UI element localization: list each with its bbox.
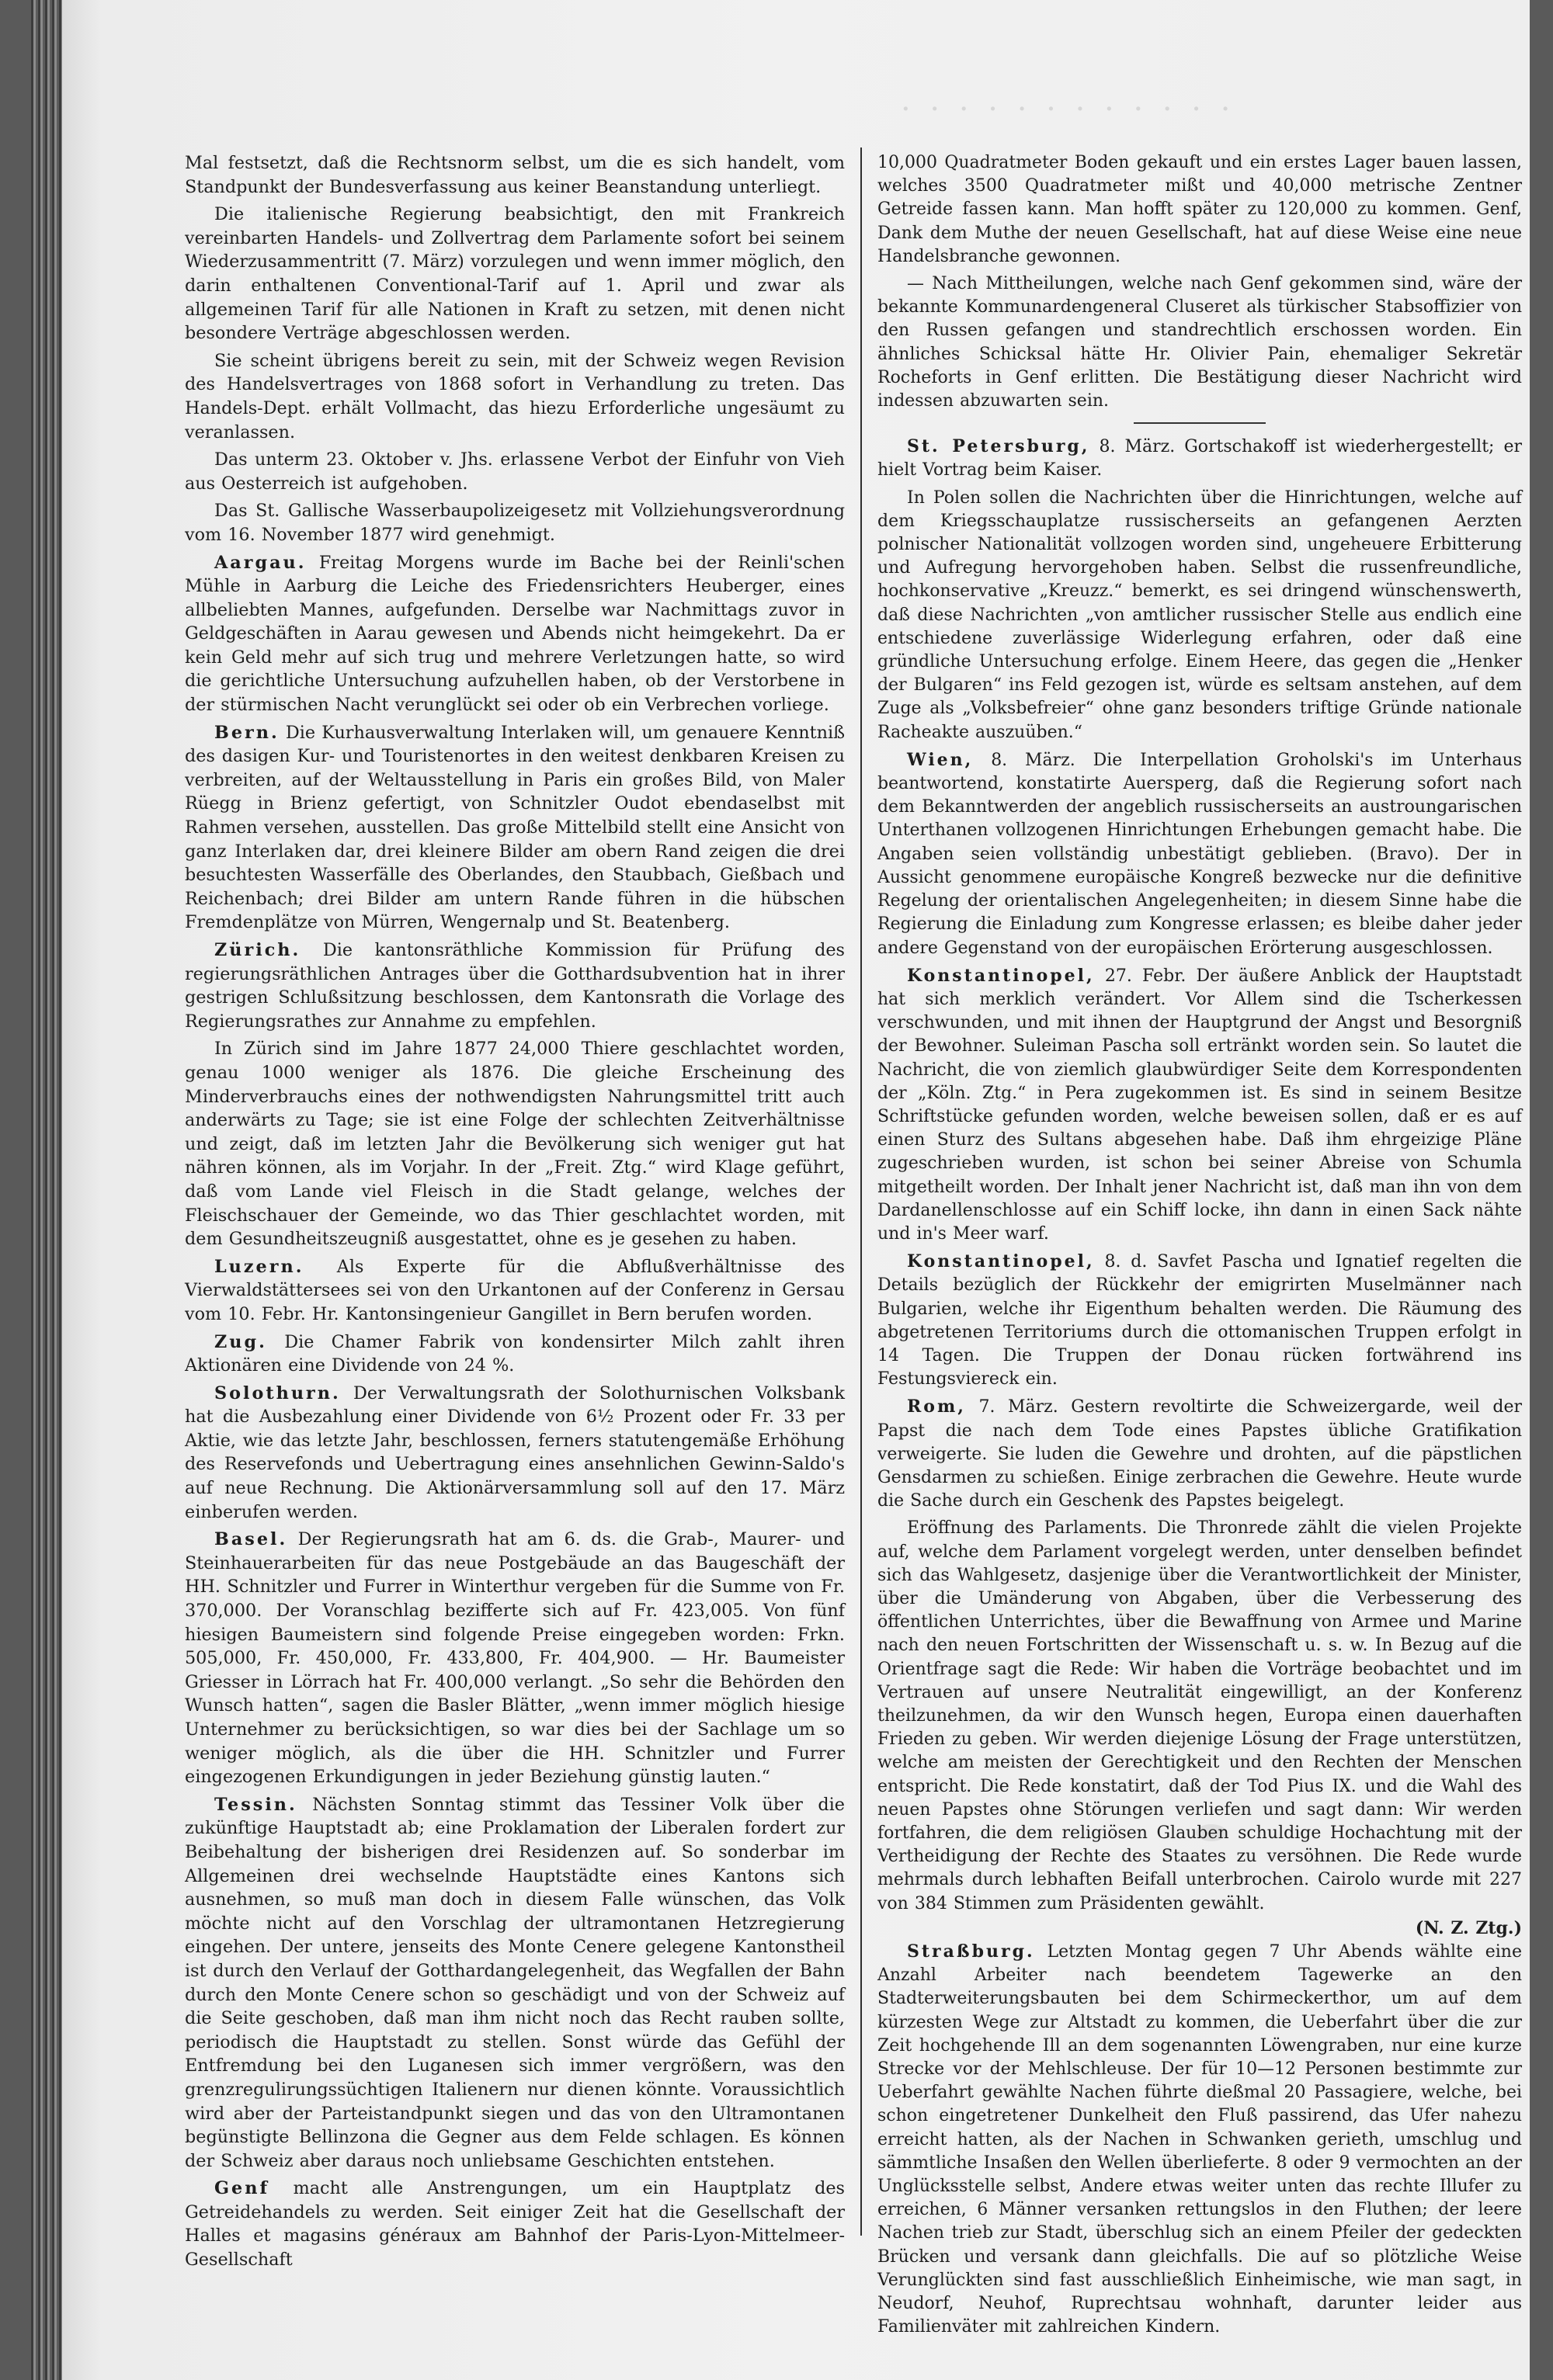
news-place: Konstantinopel, (907, 1251, 1095, 1272)
news-place: Basel. (214, 1529, 288, 1550)
section-separator (1134, 422, 1266, 424)
column-divider (860, 147, 862, 2236)
news-place: Luzern. (214, 1256, 304, 1277)
news-item (185, 1037, 845, 1251)
news-place: Wien, (907, 749, 974, 770)
source-signature: (N. Z. Ztg.) (1415, 1917, 1522, 1938)
news-text: In Polen sollen die Nachrichten über die Hinrichtungen, welche auf dem Kriegsschauplatze russischerseits an gefangenen Aerzten polnischer Nationalität vollzogen worden sind, ungeheuere Erbitterung und Aufregung hervorgehoben haben. Selbst die russenfreundliche, hochkonservative „Kreuzz.“ bemerkt, es sei dringend wünschenswerth, daß diese Nachrichten „von amtlicher russischer Stelle aus endlich eine entschiedene zuverlässige Widerlegung erfahren, oder daß eine gründliche Untersuchung erfolge. Einem Heere, das gegen die „Henker der Bulgaren“ ins Feld gezogen ist, würde es seltsam anstehen, auf dem Zuge als „Volksbefreier“ ohne ganz besonders triftige Gründe nationale Racheakte auszuüben.“ (877, 487, 1522, 742)
news-place: Straßburg. (907, 1941, 1035, 1962)
news-place: Tessin. (214, 1794, 297, 1815)
news-item (877, 1940, 1522, 2339)
newspaper-page (31, 0, 1530, 2380)
news-text: Eröffnung des Parlaments. Die Thronrede zählt die vielen Projekte auf, welche dem Parlament vorgelegt werden, unter denselben befindet sich das Wahlgesetz, dasjenige über die Verantwortlichkeit der Minister, über die Umänderung von Abgaben, über die Verbesserung des öffentlichen Unterrichtes, über die Bewaffnung von Armee und Marine nach den neuen Fortschritten der Wissenschaft u. s. w. In Bezug auf die Orientfrage sagt die Rede: Wir haben die Vorträge beobachtet und im Vertrauen auf unsere Neutralität eingewilligt, an der Konferenz theilzunehmen, da wir den Wunsch hegen, Europa einen dauerhaften Frieden zu geben. Wir werden diejenige Lösung der Frage unterstützen, welche am meisten der Gerechtigkeit und den Rechten der Menschen entspricht. Die Rede konstatirt, daß der Tod Pius IX. und die Wahl des neuen Papstes ohne Störungen verliefen und sagt dann: Wir werden fortfahren, die dem religiösen Glauben schuldige Hochachtung mit der Vertheidigung der Rechte des Staates zu versöhnen. Die Rede wurde mehrmals durch lebhaften Beifall unterbrochen. Cairolo wurde mit 227 von 384 Stimmen zum Präsidenten gewählt. (877, 1518, 1522, 1913)
news-text: Als Experte für die Abflußverhältnisse des Vierwaldstättersees sei von den Urkantonen auf der Conferenz in Gersau vom 10. Febr. Hr. Kantonsingenieur Gangillet in Bern berufen worden. (185, 1256, 845, 1324)
news-text: Die kantonsräthliche Kommission für Prüfung des regierungsräthlichen Antrages über die Gotthardsubvention hat in ihrer gestrigen Schlußsitzung beschlossen, dem Kantonsrath die Vorlage des Regierungsrathes zur Annahme zu empfehlen. (185, 940, 845, 1032)
news-text: 8. d. Savfet Pascha und Ignatief regelten die Details bezüglich der Rückkehr der emigrirten Muselmänner nach Bulgarien, welche ihr Eigenthum behalten werden. Die Räumung des abgetretenen Territoriums durch die ottomanischen Truppen erfolgt in 14 Tagen. Die Truppen der Donau rücken fortwährend ins Festungsviereck ein. (877, 1252, 1523, 1389)
news-place: Zürich. (214, 940, 301, 960)
article-paragraph: 10,000 Quadratmeter Boden gekauft und ein erstes Lager bauen lassen, welches 3500 Quadratmeter mißt und 40,000 metrische Zentner Getreide fassen kann. Man hofft später zu 120,000 zu kommen. Genf, Dank dem Muthe der neuen Gesellschaft, hat auf diese Weise eine neue Handelsbranche gewonnen. (877, 153, 1522, 266)
news-text: Die Chamer Fabrik von kondensirter Milch zahlt ihren Aktionären eine Dividende von 24 %. (185, 1331, 845, 1376)
news-text: 8. März. Die Interpellation Groholski's im Unterhaus beantwortend, konstatirte Auersperg, daß die Regierung sofort nach dem Bekanntwerden der angeblich russischerseits an austroungarischen Unterthanen vollzogenen Hinrichtungen Erhebungen gemacht habe. Die Angaben seien vollständig unbestätigt geblieben. (Bravo). Der in Aussicht genommene europäische Kongreß bezwecke nur die definitive Regelung der orientalischen Angelegenheiten; in diesem Sinne habe die Regierung die Einladung zum Kongresse erlassen; es bleibe daher jeder andere Gegenstand von der europäischen Erörterung ausgeschlossen. (877, 750, 1522, 958)
news-item (877, 435, 1522, 482)
bleed-through-header: · · · · · · · · · · · · (901, 92, 1235, 127)
news-item (877, 748, 1522, 960)
news-item (877, 487, 1522, 744)
news-item (185, 1528, 845, 1789)
page-binding-edge (31, 0, 62, 2380)
news-text: 7. März. Gestern revoltirte die Schweizergarde, weil der Papst die nach dem Tode eines Papstes übliche Gratifikation verweigerte. Sie luden die Gewehre und drohten, auf die päpstlichen Gensdarmen zu schießen. Einige zerbrachen die Gewehre. Heute wurde die Sache durch ein Geschenk des Papstes beigelegt. (877, 1397, 1522, 1511)
article-paragraph: — Nach Mittheilungen, welche nach Genf gekommen sind, wäre der bekannte Kommunardengeneral Cluseret als türkischer Stabsoffizier von den Russen gefangen und standrechtlich erschossen worden. Ein ähnliches Schicksal hätte Hr. Olivier Pain, ehemaliger Sekretär Rocheforts in Genf erlitten. Die Bestätigung dieser Nachricht wird indessen abzuwarten sein. (877, 274, 1522, 411)
news-place: Aargau. (214, 552, 307, 573)
right-column (877, 151, 1522, 2343)
news-item (185, 2177, 845, 2271)
article-paragraph: Die italienische Regierung beabsichtigt, den mit Frankreich vereinbarten Handels- und Zollvertrag dem Parlamente sofort bei seinem Wiederzusammentritt (7. März) vorzulegen und wenn immer möglich, den darin enthaltenen Conventional-Tarif auf 1. April und zwar als allgemeinen Tarif für alle Nationen in Kraft zu setzen, mit denen nicht besondere Verträge abgeschlossen werden. (185, 204, 845, 344)
news-text: macht alle Anstrengungen, um ein Hauptplatz des Getreidehandels zu werden. Seit einiger Zeit hat die Gesellschaft der Halles et magasins généraux am Bahnhof der Paris-Lyon-Mittelmeer-Gesellschaft (185, 2178, 845, 2271)
news-text: Nächsten Sonntag stimmt das Tessiner Volk über die zukünftige Hauptstadt ab; eine Proklamation der Liberalen fordert zur Beibehaltung der bisherigen drei Residenzen auf. So sonderbar im Allgemeinen drei wechselnde Hauptstädte eines Kantons sich ausnehmen, so muß man doch in diesem Falle wünschen, das Volk möchte nicht auf den Vorschlag der ultramontanen Hetzregierung eingehen. Der untere, jenseits des Monte Cenere gelegene Kantonstheil ist durch den Verlauf der Gotthardangelegenheit, das Wegfallen der Bahn durch den Monte Cenere schon so geschädigt und von der Schweiz auf die Seite geschoben, daß man ihm nicht noch das Recht rauben sollte, periodisch die Hauptstadt zu stellen. Sonst würde das Gefühl der Entfremdung bei den Luganesen sich immer vergrößern, was den grenzregulirungssüchtigen Italienern nur dienen könnte. Voraussichtlich wird aber der Parteistandpunkt siegen und das von den Ultramontanen begünstigte Bellinzona die Gegner aus dem Felde schlagen. Es können der Schweiz aber daraus noch unliebsame Geschichten entstehen. (185, 1794, 845, 2171)
news-item (185, 1255, 845, 1327)
news-item (185, 938, 845, 1033)
foreign-news-list (877, 435, 1522, 1916)
news-item (877, 1250, 1522, 1391)
news-text: Der Verwaltungsrath der Solothurnischen Volksbank hat die Ausbezahlung einer Dividende von 6½ Prozent oder Fr. 33 per Aktie, wie das letzte Jahr, beschlossen, ferners statutengemäße Erhöhung des Reservefonds und Uebertragung eines ansehnlichen Gewinn-Saldo's auf neue Rechnung. Die Aktionärversammlung soll auf den 17. März einberufen werden. (185, 1383, 845, 1522)
news-text: Freitag Morgens wurde im Bache bei der Reinli'schen Mühle in Aarburg die Leiche des Friedensrichters Heuberger, eines allbeliebten Mannes, aufgefunden. Derselbe war Nachmittags zuvor in Geldgeschäften in Aarau gewesen und Abends nicht heimgekehrt. Da er kein Geld mehr auf sich trug und mehrere Verletzungen hatte, so wird die gerichtliche Untersuchung aufzuhellen haben, ob der Verstorbene in der stürmischen Nacht verunglückt sei oder ob ein Verbrechen vorliege. (185, 552, 845, 716)
canton-news-list (185, 551, 845, 2272)
news-item (877, 964, 1522, 1246)
news-place: Genf (214, 2178, 270, 2199)
news-place: Konstantinopel, (907, 965, 1095, 986)
news-place: St. Petersburg, (907, 436, 1090, 457)
news-item (185, 1793, 845, 2174)
news-place: Zug. (214, 1331, 267, 1352)
news-place: Solothurn. (214, 1383, 341, 1403)
article-paragraph: Das unterm 23. Oktober v. Jhs. erlassene Verbot der Einfuhr von Vieh aus Oesterreich ist aufgehoben. (185, 449, 845, 494)
news-item (185, 551, 845, 717)
news-item (185, 721, 845, 935)
news-text: 27. Febr. Der äußere Anblick der Hauptstadt hat sich merklich verändert. Vor Allem sind die Tscherkessen verschwunden, und mit ihnen der Hauptgrund der Angst und Besorgniß der Bewohner. Suleiman Pascha soll ertränkt worden sein. So lautet die Nachricht, die von ziemlich glaubwürdiger Seite dem Korrespondenten der „Köln. Ztg.“ in Pera zugekommen ist. Es sind in seinem Besitze Schriftstücke gefunden worden, welche beweisen sollen, daß er es auf einen Sturz des Sultans abgesehen habe. Daß ihm ehrgeizige Pläne zugeschrieben wurden, ist schon bei seiner Abreise von Schumla mitgetheilt worden. Der Inhalt jener Nachricht ist, daß man ihn von dem Dardanellenschlosse auf ein Schiff locke, ihn dann in einen Sack nähte und in's Meer warf. (877, 966, 1522, 1244)
news-item (185, 1331, 845, 1378)
news-item (877, 1517, 1522, 1915)
news-item (185, 1382, 845, 1525)
news-place: Bern. (214, 722, 280, 743)
news-item (877, 1395, 1522, 1513)
news-text: Die Kurhausverwaltung Interlaken will, um genauere Kenntniß des dasigen Kur- und Touristenortes in den weitest denkbaren Kreisen zu verbreiten, auf der Weltausstellung in Paris ein großes Bild, von Maler Rüegg in Brienz gefertigt, von Schnitzler Oudot ebendaselbst mit Rahmen versehen, ausstellen. Das große Mittelbild stellt eine Ansicht von ganz Interlaken dar, drei kleinere Bilder am obern Rand zeigen die drei besuchtesten Wasserfälle des Oberlandes, den Staubbach, Gießbach und Reichenbach; drei Bilder am untern Rande führen in die hübschen Fremdenplätze von Mürren, Wengernalp und St. Beatenberg. (185, 722, 845, 933)
news-text: In Zürich sind im Jahre 1877 24,000 Thiere geschlachtet worden, genau 1000 weniger als 1876. Die gleiche Erscheinung des Minderverbrauchs eines der nothwendigsten Nahrungsmittel tritt auch anderwärts zu Tage; sie ist eine Folge der schlechten Zeitverhältnisse und zeigt, daß im letzten Jahr die Bevölkerung sich weniger gut hat nähren können, als im Vorjahr. In der „Freit. Ztg.“ wird Klage geführt, daß vom Lande viel Fleisch in die Stadt gelange, welches der Fleischschauer der Gemeinde, wo das Thier geschlachtet worden, mit dem Gesundheitszeugniß ausgestattet, ohne es je gesehen zu haben. (185, 1039, 845, 1250)
news-place: Rom, (907, 1396, 966, 1417)
news-text: Letzten Montag gegen 7 Uhr Abends wählte eine Anzahl Arbeiter nach beendetem Tagewerke an den Stadterweiterungsbauten bei dem Schirmeckerthor, um auf dem kürzesten Wege zur Altstadt zu kommen, die Ueberfahrt über die zur Zeit hochgehende Ill an dem sogenannten Löwengraben, nur eine kurze Strecke vor der Mehlschleuse. Der für 10—12 Personen bestimmte zur Ueberfahrt gewählte Nachen führte dießmal 20 Passagiere, welche, bei schon eingetretener Dunkelheit den Fluß passirend, das Ufer nahezu erreicht hatten, als der Nachen in Schwanken gerieth, umschlug und sämmtliche Insaßen den Wellen überlieferte. 8 oder 9 vermochten an der Unglücksstelle selbst, Andere etwas weiter unten das rechte Illufer zu erreichen, 6 Männer versanken rettungslos in den Fluthen; der leere Nachen trieb zur Stadt, überschlug sich an einem Pfeiler der gedeckten Brücken und versank dann gleichfalls. Die auf so plötzliche Weise Verunglückten sind fast ausschließlich Einheimische, wie man sagt, in Neudorf, Neuhof, Ruprechtsau wohnhaft, darunter leider aus Familienväter mit zahlreichen Kindern. (877, 1942, 1522, 2337)
left-column (185, 151, 845, 2276)
news-text: 8. März. Gortschakoff ist wiederhergestellt; er hielt Vortrag beim Kaiser. (877, 437, 1522, 481)
article-paragraph: Sie scheint übrigens bereit zu sein, mit der Schweiz wegen Revision des Handelsvertrages von 1868 sofort in Verhandlung zu treten. Das Handels-Dept. erhält Vollmacht, das hiezu Erforderliche ungesäumt zu veranlassen. (185, 350, 845, 442)
news-text: Der Regierungsrath hat am 6. ds. die Grab-, Maurer- und Steinhauerarbeiten für das neue Postgebäude an das Baugeschäft der HH. Schnitzler und Furrer in Winterthur vergeben für die Summe von Fr. 370,000. Der Voranschlag bezifferte sich auf Fr. 423,005. Von fünf hiesigen Baumeistern sind folgende Preise eingegeben worden: Frkn. 505,000, Fr. 450,000, Fr. 433,800, Fr. 404,900. — Hr. Baumeister Griesser in Lörrach hat Fr. 400,000 verlangt. „So sehr die Behörden den Wunsch hatten“, sagen die Basler Blätter, „wenn immer möglich hiesige Unternehmer zu berücksichtigen, so war dies bei der Sachlage um so weniger möglich, als die über die HH. Schnitzler und Furrer eingezogenen Erkundigungen in jeder Beziehung günstig lauten.“ (185, 1529, 846, 1788)
article-paragraph: Mal festsetzt, daß die Rechtsnorm selbst, um die es sich handelt, vom Standpunkt der Bundesverfassung aus keiner Beanstandung unterliegt. (185, 153, 845, 197)
article-paragraph: Das St. Gallische Wasserbaupolizeigesetz mit Vollziehungsverordnung vom 16. November 1877 wird genehmigt. (185, 501, 845, 545)
